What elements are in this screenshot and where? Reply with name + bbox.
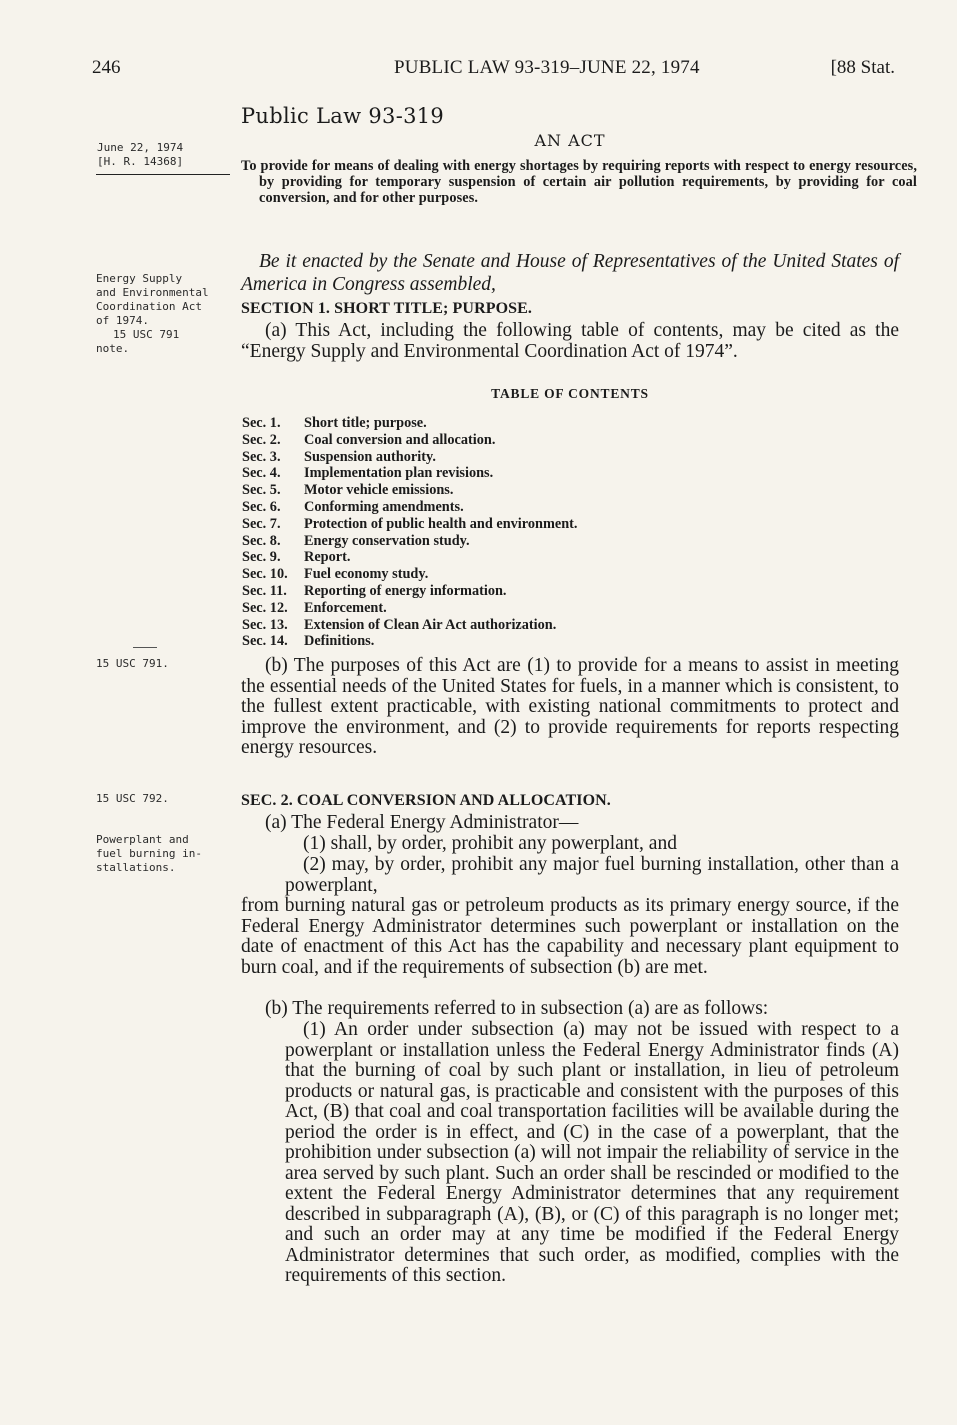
margin-line: Powerplant and: [96, 833, 189, 846]
margin-line: note.: [96, 342, 130, 355]
margin-date-note: [97, 141, 237, 169]
toc-number: Sec. 5.: [242, 482, 281, 499]
margin-usc-791: 15 USC 791.: [96, 657, 169, 670]
margin-line: Energy Supply: [96, 272, 183, 285]
toc-item: [242, 415, 802, 432]
toc-entry: Coal conversion and allocation.: [304, 431, 496, 448]
margin-bill-number: [H. R. 14368]: [97, 155, 184, 168]
toc-title: TABLE OF CONTENTS: [491, 386, 649, 401]
toc-number: Sec. 10.: [242, 566, 288, 583]
margin-line: of 1974.: [96, 314, 149, 327]
toc-number: Sec. 8.: [242, 532, 281, 549]
toc-number: Sec. 4.: [242, 465, 281, 482]
toc-entry: Motor vehicle emissions.: [304, 482, 454, 499]
toc-item: [242, 600, 802, 617]
toc-item: [242, 449, 802, 466]
toc-entry: Conforming amendments.: [304, 498, 464, 515]
toc-entry: Definitions.: [304, 633, 375, 650]
toc-item: [242, 633, 802, 650]
toc-number: Sec. 6.: [242, 498, 281, 515]
toc-entry: Extension of Clean Air Act authorization.: [304, 616, 557, 633]
margin-short-title-note: [96, 272, 236, 356]
act-label: AN ACT: [534, 131, 606, 150]
section-1-para-a: (a) This Act, including the following table of contents, may be cited as the “Energy Supply and Environmental Coordination Act of 1974”.: [241, 320, 899, 362]
toc-number: Sec. 2.: [242, 431, 281, 448]
toc-item: [242, 432, 802, 449]
toc-entry: Reporting of energy information.: [304, 582, 507, 599]
margin-powerplant-note: [96, 833, 236, 875]
toc-entry: Protection of public health and environment.: [304, 515, 578, 532]
section-2-para-a-tail: from burning natural gas or petroleum products as its primary energy source, if the Federal Energy Administrator determines such powerplant or installation on the date of enactment of this Act has the capability and necessary plant equipment to burn coal, and if the requirements of subsection (b) are met.: [241, 895, 899, 978]
statutes-reference: [88 Stat.: [830, 57, 895, 78]
toc-number: Sec. 1.: [242, 415, 281, 431]
toc-number: Sec. 13.: [242, 616, 288, 633]
toc-entry: Short title; purpose.: [304, 415, 427, 431]
toc-number: Sec. 11.: [242, 582, 287, 599]
toc-item: [242, 617, 802, 634]
toc-item: [242, 482, 802, 499]
margin-divider: [133, 647, 157, 648]
toc-item: [242, 516, 802, 533]
toc-entry: Suspension authority.: [304, 448, 436, 465]
margin-line: 15 USC 791: [113, 328, 180, 341]
toc-item: [242, 583, 802, 600]
section-2-para-b-intro: (b) The requirements referred to in subsection (a) are as follows:: [265, 998, 769, 1019]
section-2-para-a-2: (2) may, by order, prohibit any major fuel burning installation, other than a powerplant,: [285, 854, 899, 896]
toc-item: [242, 566, 802, 583]
margin-line: stallations.: [96, 861, 176, 874]
toc-entry: Enforcement.: [304, 599, 387, 616]
section-2-para-a-intro: (a) The Federal Energy Administrator—: [265, 812, 579, 833]
margin-line: fuel burning in-: [96, 847, 202, 860]
table-of-contents: [242, 415, 802, 650]
enacting-clause: Be it enacted by the Senate and House of Representatives of the United States of America in Congress assembled,: [241, 251, 899, 295]
page-number: 246: [92, 57, 121, 78]
law-title: Public Law 93-319: [241, 104, 445, 128]
margin-rule: [96, 174, 230, 175]
toc-number: Sec. 9.: [242, 549, 281, 566]
section-2-heading: SEC. 2. COAL CONVERSION AND ALLOCATION.: [241, 792, 611, 809]
margin-date: June 22, 1974: [97, 141, 184, 154]
toc-entry: Fuel economy study.: [304, 566, 429, 583]
section-1-heading: SECTION 1. SHORT TITLE; PURPOSE.: [241, 300, 533, 317]
toc-entry: Report.: [304, 549, 351, 566]
margin-line: and Environmental: [96, 286, 209, 299]
section-2-para-a-1: (1) shall, by order, prohibit any powerplant, and: [303, 833, 677, 854]
margin-line: Coordination Act: [96, 300, 202, 313]
running-head: [92, 57, 895, 83]
toc-item: [242, 533, 802, 550]
toc-entry: Energy conservation study.: [304, 532, 470, 549]
toc-number: Sec. 14.: [242, 633, 288, 650]
toc-number: Sec. 7.: [242, 515, 281, 532]
margin-usc-792: 15 USC 792.: [96, 792, 169, 805]
purpose-clause: To provide for means of dealing with energy shortages by requiring reports with respect to energy resources, by providing for temporary suspension of certain air pollution requirements, by providing for coal conversion, and for other purposes.: [241, 158, 917, 206]
section-2-para-b-1: (1) An order under subsection (a) may not be issued with respect to a powerplant or installation unless the Federal Energy Administrator finds (A) that the burning of coal by such plant or installation, in lieu of petroleum products or natural gas, is practicable and consistent with the purposes of this Act, (B) that coal and coal transportation facilities will be available during the period the order is in effect, and (C) in the case of a powerplant, that the prohibition under subsection (a) will not impair the reliability of service in the area served by such plant. Such an order shall be rescinded or modified to the extent the Federal Energy Administrator determines that any requirement described in subparagraph (A), (B), or (C) of this paragraph is no longer met; and such an order may at any time be modified if the Federal Energy Administrator determines that such order, as modified, complies with the requirements of this section.: [285, 1019, 899, 1286]
toc-number: Sec. 12.: [242, 599, 288, 616]
toc-entry: Implementation plan revisions.: [304, 465, 494, 482]
toc-item: [242, 549, 802, 566]
toc-item: [242, 465, 802, 482]
running-head-title: PUBLIC LAW 93-319–JUNE 22, 1974: [394, 57, 700, 78]
section-1-para-b: (b) The purposes of this Act are (1) to provide for a means to assist in meeting the essential needs of the United States for fuels, in a manner which is consistent, to the fullest extent practicable, with existing national commitments to protect and improve the environment, and (2) to provide requirements for reports respecting energy resources.: [241, 655, 899, 758]
toc-number: Sec. 3.: [242, 448, 281, 465]
toc-item: [242, 499, 802, 516]
